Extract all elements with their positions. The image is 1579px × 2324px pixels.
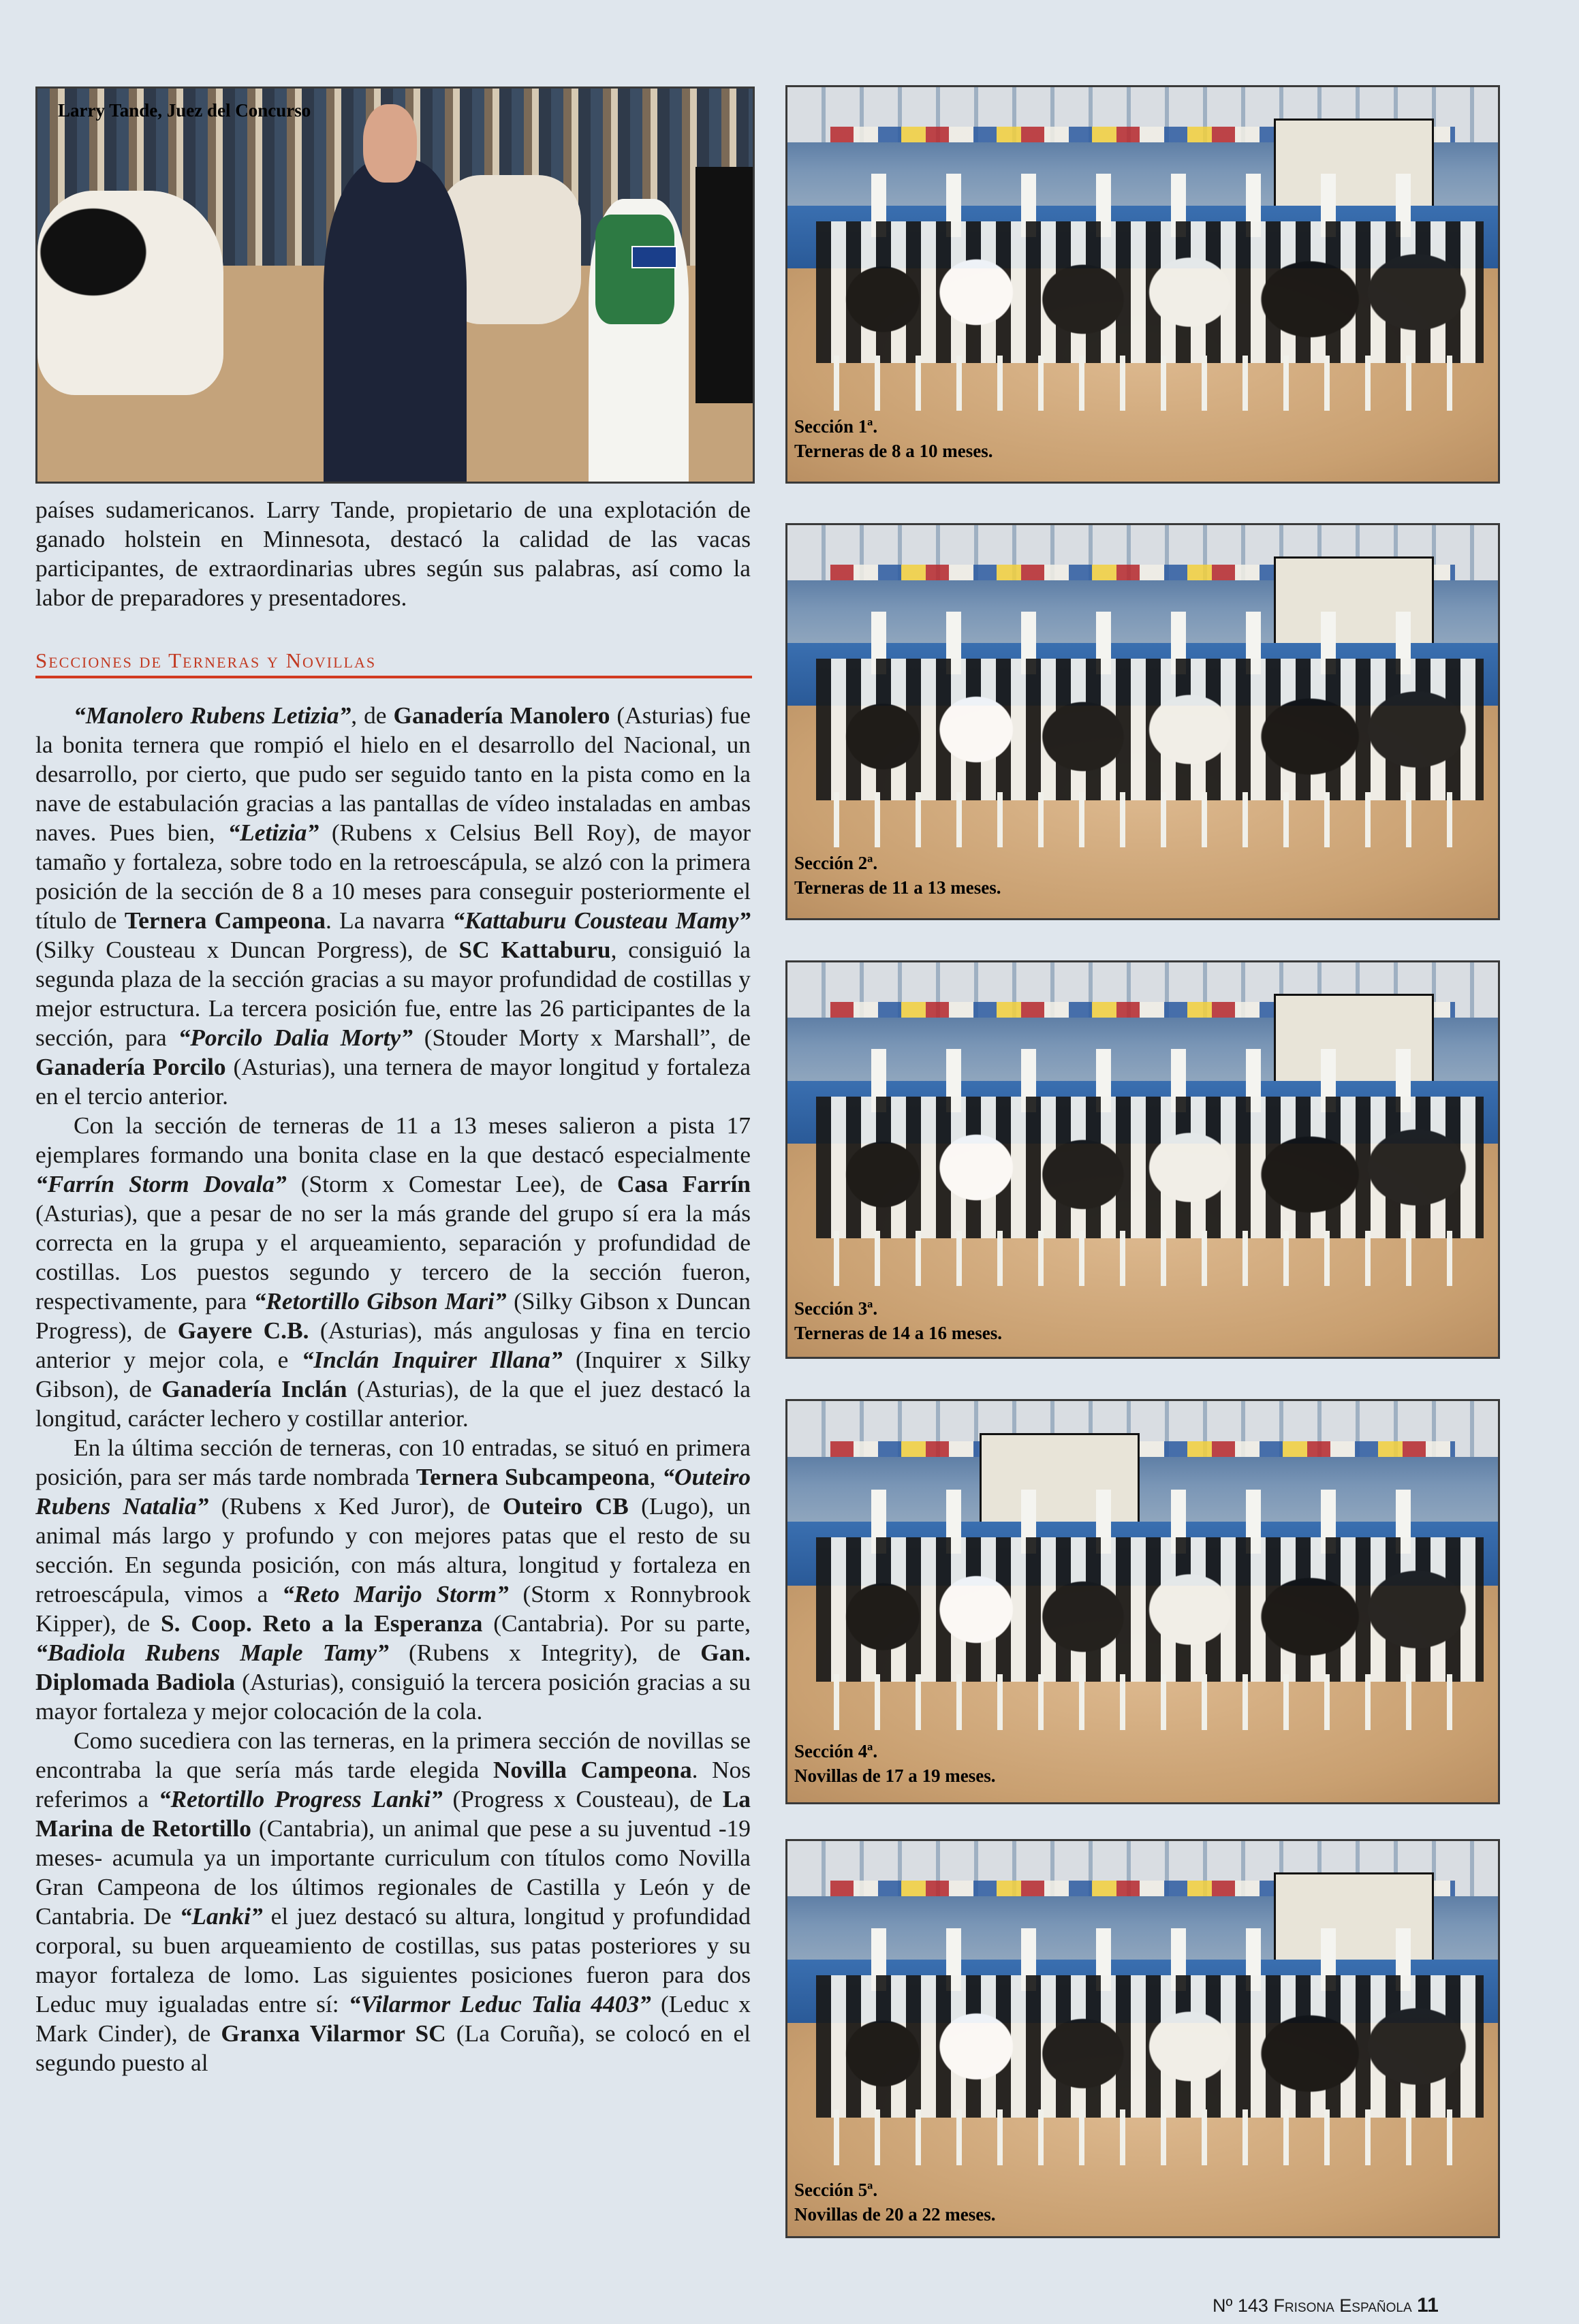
judge-photo (35, 87, 755, 484)
cows-lineup (816, 1097, 1484, 1238)
paragraph-4: Como sucediera con las terneras, en la primera sección de novillas se encontraba la que sería más tarde elegida Novilla Campeona. Nos referimos a “Retortillo Progress Lanki” (Progress x Cousteau), de La Marina de Retortillo (Cantabria), un animal que pese a su juventud -19 meses- acumula ya un importante curriculum con títulos como Novilla Gran Campeona de los últimos regionales de Castilla y León y de Cantabria. De “Lanki” el juez destacó su altura, longitud y profundidad corporal, su buen arqueamiento de costillas, sus patas posteriores y su mayor fortaleza de lomo. Las siguientes posiciones fueron para dos Leduc muy igualadas entre sí: “Vilarmor Leduc Talia 4403” (Leduc x Mark Cinder), de Granxa Vilarmor SC (La Coruña), se colocó en el segundo puesto al (35, 1727, 751, 2076)
cow-image (37, 191, 223, 395)
paragraph-3: En la última sección de terneras, con 10 entradas, se situó en primera posición, para ser más tarde nombrada Ternera Subcampeona, “Outeiro Rubens Natalia” (Rubens x Ked Juror), de Outeiro CB (Lugo), un animal más largo y profundo y con mejores patas que el resto de su sección. En segunda posición, con más altura, longitud y fortaleza en retroescápula, vimos a “Reto Marijo Storm” (Storm x Ronnybrook Kipper), de S. Coop. Reto a la Esperanza (Cantabria). Por su parte, “Badiola Rubens Maple Tamy” (Rubens x Integrity), de Gan. Diplomada Badiola (Asturias), consiguió la tercera posición gracias a su mayor fortaleza y mejor colocación de la cola. (35, 1434, 751, 1725)
section-1-photo (785, 85, 1500, 484)
cows-lineup (816, 1975, 1484, 2118)
intro-paragraph: países sudamericanos. Larry Tande, propietario de una explotación de ganado holstein en Minnesota, destacó la calidad de las vacas participantes, de extraordinarias ubres según sus palabras, así como la labor de preparadores y presentadores. (35, 496, 751, 611)
photo-caption: Sección 2ª. Terneras de 11 a 13 meses. (794, 853, 1001, 898)
cows-lineup (816, 1537, 1484, 1682)
handler-vest (595, 215, 674, 325)
section-5-photo (785, 1839, 1500, 2238)
judge-caption: Larry Tande, Juez del Concurso (58, 100, 311, 121)
cows-lineup (816, 659, 1484, 800)
section-3-photo (785, 960, 1500, 1359)
photo-caption: Sección 1ª. Terneras de 8 a 10 meses. (794, 416, 993, 461)
judge-figure (324, 159, 467, 482)
article-body (35, 701, 751, 2077)
section-heading: Secciones de Terneras y Novillas (35, 648, 377, 672)
section-4-photo (785, 1399, 1500, 1804)
paragraph-2: Con la sección de terneras de 11 a 13 meses salieron a pista 17 ejemplares formando una bonita clase en la que destacó especialmente “Farrín Storm Dovala” (Storm x Comestar Lee), de Casa Farrín (Asturias), que a pesar de no ser la más grande del grupo sí era la más correcta en la grupa y el arqueamiento, separación y profundidad de costillas. Los puestos segundo y tercero de la sección fueron, respectivamente, para “Retortillo Gibson Mari” (Silky Gibson x Duncan Progress), de Gayere C.B. (Asturias), más angulosas y fina en tercio anterior y mejor cola, e “Inclán Inquirer Illana” (Inquirer x Silky Gibson), de Ganadería Inclán (Asturias), de la que el juez destacó la longitud, carácter lechero y costillar anterior. (35, 1112, 751, 1432)
judge-head (363, 104, 417, 183)
conafe-logo (631, 246, 677, 268)
section-2-photo (785, 523, 1500, 920)
photo-caption: Sección 4ª. Novillas de 17 a 19 meses. (794, 1741, 996, 1786)
page-footer (1213, 2294, 1512, 2317)
issue-number: Nº 143 (1213, 2295, 1268, 2316)
cows-lineup (816, 221, 1484, 363)
magazine-name: Frisona Española (1273, 2295, 1412, 2316)
photo-caption: Sección 5ª. Novillas de 20 a 22 meses. (794, 2180, 996, 2225)
section-heading-rule (35, 676, 752, 678)
photo-caption: Sección 3ª. Terneras de 14 a 16 meses. (794, 1298, 1002, 1343)
page-number: 11 (1417, 2294, 1439, 2317)
paragraph-1: “Manolero Rubens Letizia”, de Ganadería Manolero (Asturias) fue la bonita ternera que rompió el hielo en el desarrollo del Nacional, un desarrollo, por cierto, que pudo ser seguido tanto en la pista como en la nave de estabulación gracias a las pantallas de vídeo instaladas en ambas naves. Pues bien, “Letizia” (Rubens x Celsius Bell Roy), de mayor tamaño y fortaleza, sobre todo en la retroescápula, se alzó con la primera posición de la sección de 8 a 10 meses para conseguir posteriormente el título de Ternera Campeona. La navarra “Kattaburu Cousteau Mamy” (Silky Cousteau x Duncan Porgress), de SC Kattaburu, consiguió la segunda plaza de la sección gracias a su mayor profundidad de costillas y mejor estructura. La tercera posición fue, entre las 26 participantes de la sección, para “Porcilo Dalia Morty” (Stouder Morty x Marshall”, de Ganadería Porcilo (Asturias), una ternera de mayor longitud y fortaleza en el tercio anterior. (35, 702, 751, 1110)
cow-image (695, 167, 753, 403)
